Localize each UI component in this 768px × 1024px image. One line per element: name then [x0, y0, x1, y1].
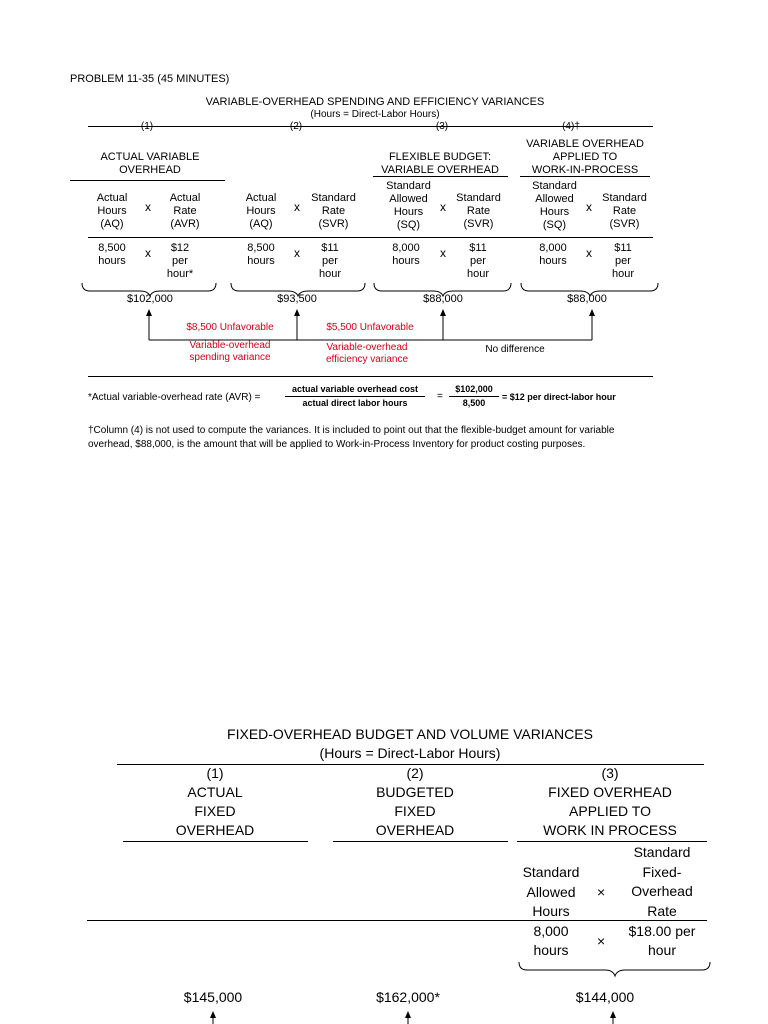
efficiency-variance-label: Variable-overhead efficiency variance [325, 342, 409, 365]
c1-actual-rate-value: $12 per hour* [166, 242, 194, 280]
avr-fraction-numerator: actual variable overhead cost [291, 384, 419, 394]
fixed-standard-hours-header: Standard Allowed Hours [522, 864, 580, 919]
c4-standard-hours-value: 8,000 hours [539, 242, 567, 267]
column4-footnote: †Column (4) is not used to compute the variances. It is included to point out that the flexible-budget amount for variable overhead, $88,000, is the amount that will be applied to Work-in-Process Inventory for product costing purposes. [88, 425, 615, 450]
col1-heading: ACTUAL VARIABLE OVERHEAD [100, 151, 200, 176]
c3-standard-rate-value: $11 per hour [466, 242, 490, 280]
fixed-col2-rule [333, 841, 508, 842]
c3-value-times: x [440, 246, 446, 260]
col3-total: $88,000 [423, 293, 463, 305]
fixed-col2-heading: (2) BUDGETED FIXED OVERHEAD [375, 765, 455, 838]
c3-times: x [440, 200, 446, 214]
c4-value-times: x [586, 246, 592, 260]
c1-actual-hours-header: Actual Hours (AQ) [96, 192, 128, 230]
c2-standard-rate-value: $11 per hour [318, 242, 342, 280]
col1-number: (1) [140, 121, 154, 132]
c2-actual-hours-header: Actual Hours (AQ) [245, 192, 277, 230]
c1-times: x [145, 200, 151, 214]
c4-standard-rate-value: $11 per hour [611, 242, 635, 280]
col1-total: $102,000 [127, 293, 173, 305]
avr-value-numerator: $102,000 [455, 384, 493, 394]
fixed-standard-rate-value: $18.00 per hour [628, 923, 696, 958]
fixed-col1-heading: (1) ACTUAL FIXED OVERHEAD [175, 765, 255, 838]
c2-value-times: x [294, 246, 300, 260]
fixed-section-title: FIXED-OVERHEAD BUDGET AND VOLUME VARIANCES [227, 726, 593, 742]
c4-standard-rate-header: Standard Rate (SVR) [602, 192, 647, 230]
c2-actual-hours-value: 8,500 hours [247, 242, 275, 267]
avr-footnote-label: *Actual variable-overhead rate (AVR) = [88, 392, 261, 403]
variable-section-subtitle: (Hours = Direct-Labor Hours) [310, 109, 440, 120]
col4-number: (4)† [562, 121, 580, 132]
efficiency-variance-amount: $5,500 Unfavorable [326, 322, 414, 333]
c4-times: x [586, 200, 592, 214]
spending-variance-label: Variable-overhead spending variance [189, 340, 271, 363]
c3-standard-hours-value: 8,000 hours [392, 242, 420, 267]
fixed-actual-total: $145,000 [183, 989, 243, 1005]
c1-actual-hours-value: 8,500 hours [98, 242, 126, 267]
col4-heading: VARIABLE OVERHEAD APPLIED TO WORK-IN-PROCESS [526, 138, 644, 176]
fixed-standard-rate-header: Standard Fixed- Overhead Rate [631, 844, 693, 919]
variable-bottom-rule [88, 376, 653, 377]
variable-section-title: VARIABLE-OVERHEAD SPENDING AND EFFICIENCY VARIANCES [205, 96, 545, 108]
spending-variance-amount: $8,500 Unfavorable [186, 322, 274, 333]
avr-equals: = [437, 391, 443, 402]
col2-total: $93,500 [277, 293, 317, 305]
brace-fixed-col3 [519, 962, 710, 976]
fixed-budgeted-total: $162,000* [376, 989, 440, 1005]
avr-value-denominator: 8,500 [462, 398, 486, 408]
c3-standard-rate-header: Standard Rate (SVR) [456, 192, 501, 230]
c3-standard-hours-header: Standard Allowed Hours (SQ) [386, 180, 431, 231]
fixed-col3-heading: (3) FIXED OVERHEAD APPLIED TO WORK IN PROCESS [543, 765, 677, 838]
fixed-header-rule [87, 920, 707, 921]
c1-actual-rate-header: Actual Rate (AVR) [169, 192, 201, 230]
col2-number: (2) [289, 121, 303, 132]
fixed-standard-hours-value: 8,000 hours [533, 923, 569, 958]
c2-standard-rate-header: Standard Rate (SVR) [311, 192, 356, 230]
avr-result: = $12 per direct-labor hour [502, 392, 616, 402]
no-difference-note: No difference [485, 344, 545, 355]
col3-heading: FLEXIBLE BUDGET: VARIABLE OVERHEAD [381, 151, 499, 176]
fixed-col1-rule [123, 841, 308, 842]
avr-fraction-bar [285, 396, 425, 397]
col4-total: $88,000 [567, 293, 607, 305]
fixed-value-times: × [597, 933, 606, 949]
fixed-times: × [597, 884, 606, 900]
col3-number: (3) [435, 121, 449, 132]
fixed-col3-rule [517, 841, 707, 842]
c2-times: x [294, 200, 300, 214]
problem-title: PROBLEM 11-35 (45 MINUTES) [70, 73, 230, 85]
c4-standard-hours-header: Standard Allowed Hours (SQ) [532, 180, 577, 231]
avr-value-bar [449, 396, 499, 397]
avr-fraction-denominator: actual direct labor hours [302, 398, 408, 408]
fixed-section-subtitle: (Hours = Direct-Labor Hours) [319, 745, 501, 761]
c1-value-times: x [145, 246, 151, 260]
fixed-applied-total: $144,000 [575, 989, 635, 1005]
